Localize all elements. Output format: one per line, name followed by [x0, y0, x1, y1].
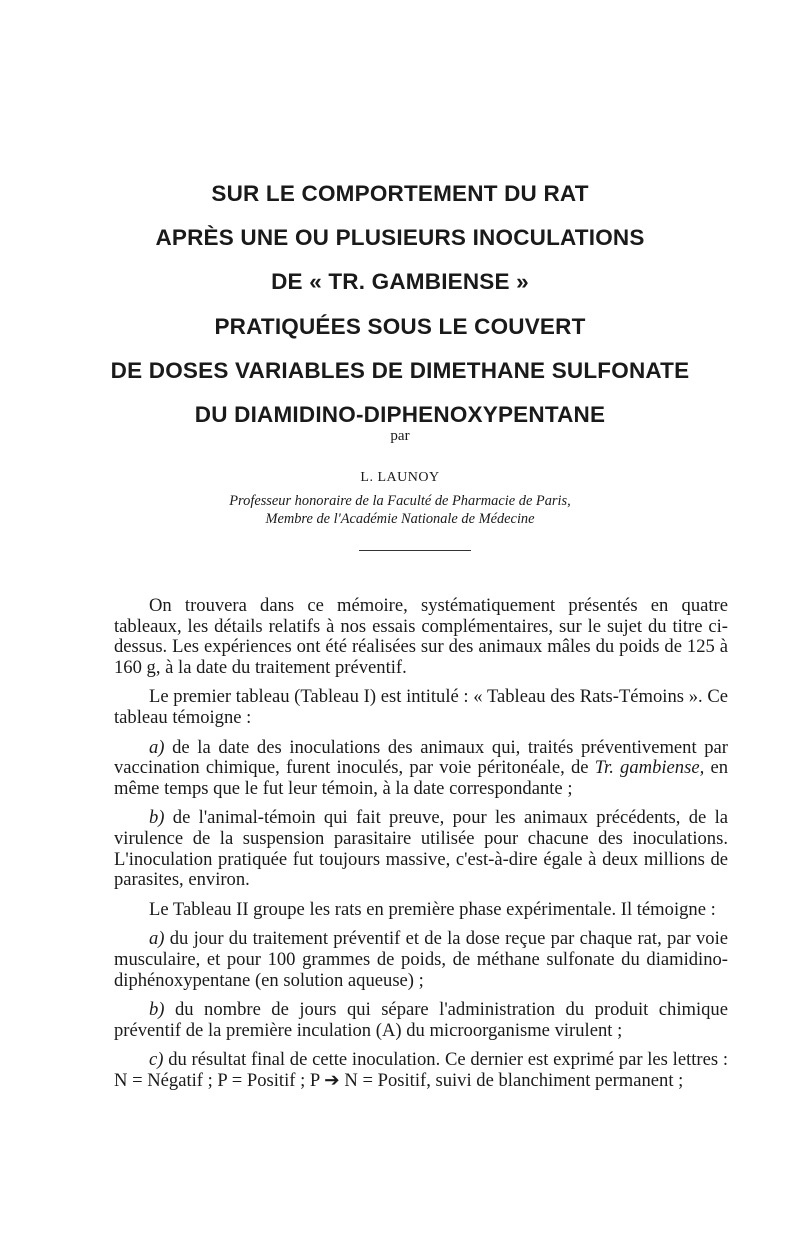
species-name: Tr. gambiense, — [594, 757, 705, 779]
paragraph — [114, 1000, 728, 1041]
byline: par — [390, 428, 410, 444]
paragraph — [114, 1050, 728, 1091]
affiliation-line: Professeur honoraire de la Faculté de Pharmacie de Paris, — [229, 493, 571, 509]
author-name: L. LAUNOY — [360, 470, 440, 485]
title-line: SUR LE COMPORTEMENT DU RAT — [211, 181, 589, 206]
paragraph — [114, 808, 728, 890]
paragraph: Le premier tableau (Tableau I) est intitulé : « Tableau des Rats-Témoins ». Ce tableau témoigne : — [114, 686, 728, 728]
affiliation-line: Membre de l'Académie Nationale de Médecine — [265, 511, 535, 527]
paragraph-text: de la date des inoculations des animaux qui, traités préventivement par vaccination chimique, furent inoculés, par voie péritonéale, de — [114, 736, 728, 779]
item-label: b) — [149, 807, 165, 829]
article-body — [114, 596, 728, 1100]
item-label: a) — [149, 736, 165, 758]
paragraph-text: du jour du traitement préventif et de la dose reçue par chaque rat, par voie musculaire, et pour 100 grammes de poids, de méthane sulfonate du diamidino-diphénoxypentane (en solution aqueuse) ; — [114, 928, 728, 991]
item-label: a) — [149, 928, 165, 950]
paragraph-text: en même temps que le fut leur témoin, à la date correspondante ; — [114, 757, 728, 799]
paragraph-text: du résultat final de cette inoculation. Ce dernier est exprimé par les lettres : N = Négatif ; P = Positif ; P ➔ N = Positif, suivi de blanchiment permanent ; — [114, 1049, 728, 1091]
title-line: APRÈS UNE OU PLUSIEURS INOCULATIONS — [155, 225, 645, 251]
paragraph-text: du nombre de jours qui sépare l'administration du produit chimique préventif de la première inculation (A) du microorganisme virulent ; — [114, 999, 728, 1041]
title-line: PRATIQUÉES SOUS LE COUVERT — [214, 313, 586, 339]
title-line: DE DOSES VARIABLES DE DIMETHANE SULFONATE — [110, 357, 690, 383]
paragraph: Le Tableau II groupe les rats en première phase expérimentale. Il témoigne : — [149, 898, 716, 920]
title-line: DU DIAMIDINO-DIPHENOXYPENTANE — [194, 402, 606, 428]
paragraph — [114, 929, 728, 991]
article-title — [0, 172, 800, 437]
paragraph: On trouvera dans ce mémoire, systématiquement présentés en quatre tableaux, les détails relatifs à nos essais complémentaires, sur le sujet du titre ci-dessus. Les expériences ont été réalisées sur des animaux mâles du poids de 125 à 160 g, à la date du traitement préventif. — [114, 595, 728, 678]
author-affiliation — [0, 492, 800, 528]
separator-rule — [359, 550, 471, 551]
title-line: DE « TR. GAMBIENSE » — [271, 269, 529, 295]
item-label: b) — [149, 999, 165, 1021]
item-label: c) — [149, 1049, 164, 1071]
paragraph-text: de l'animal-témoin qui fait preuve, pour les animaux précédents, de la virulence de la suspension parasitaire utilisée pour chacune des inoculations. L'inoculation pratiquée fut toujours massive, c'est-à-dire égale à deux millions de parasites, environ. — [114, 807, 728, 891]
paragraph — [114, 738, 728, 800]
